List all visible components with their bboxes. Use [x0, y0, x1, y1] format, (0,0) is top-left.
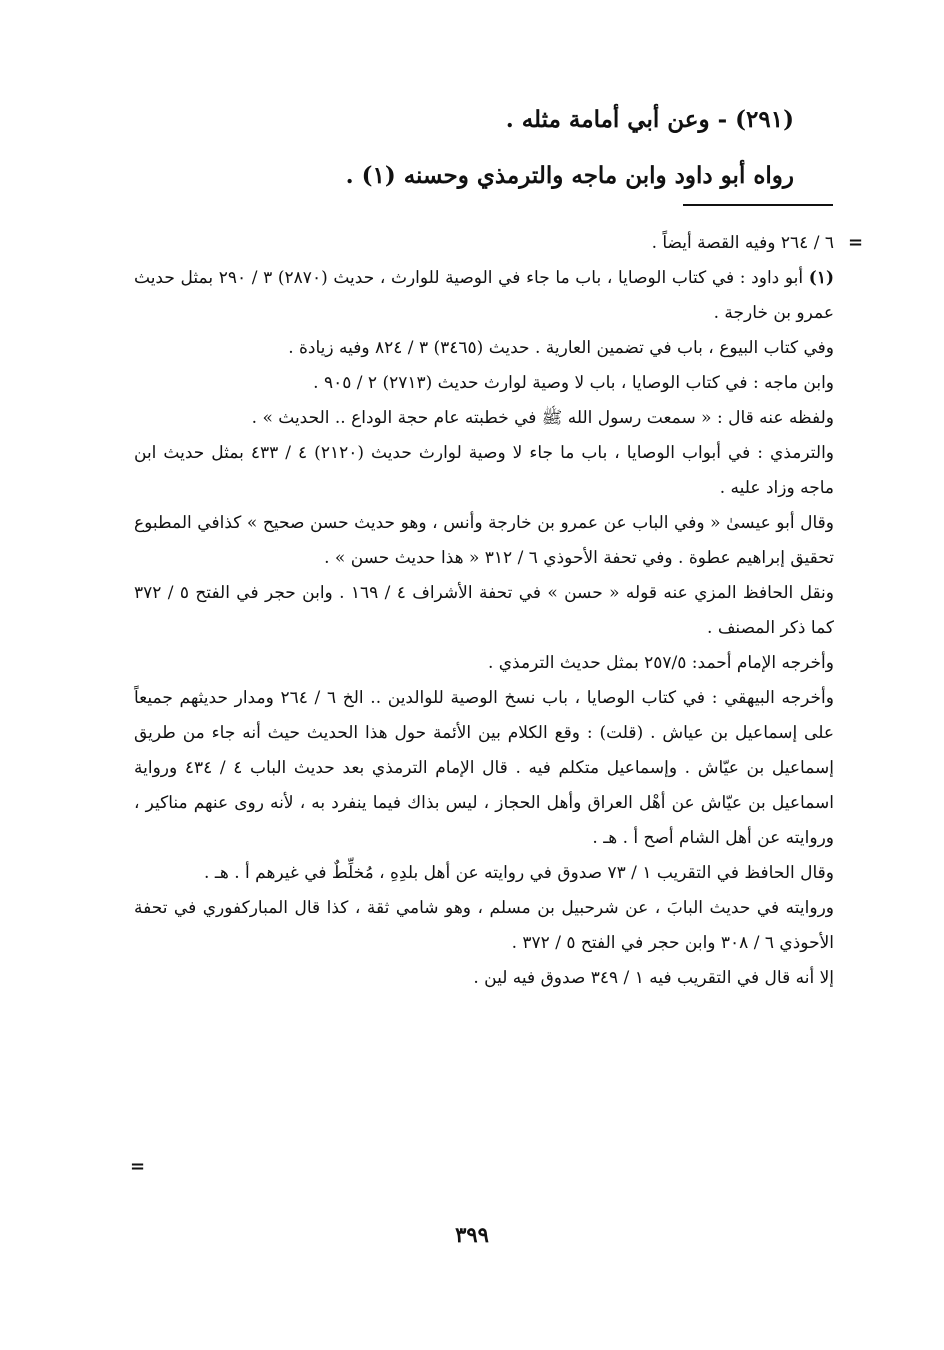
footnote-paragraph: ولفظه عنه قال : « سمعت رسول الله ﷺ في خطبته عام حجة الوداع .. الحديث » . [251, 408, 834, 428]
footnote-paragraph: وقال الحافظ في التقريب ١ / ٧٣ صدوق في روايته عن أهل بلدِهِ ، مُخلِّطٌ في غيرهم أ . هـ . [204, 863, 834, 883]
continuation-marker-bottom: = [130, 1156, 146, 1177]
continuation-marker-top: = [848, 232, 864, 253]
narration-text: رواه أبو داود وابن ماجه والترمذي وحسنه (١) . [345, 162, 794, 189]
footnote-paragraph: وروايته في حديث البابَ ، عن شرحبيل بن مسلم ، وهو شامي ثقة ، كذا قال المباركفوري في تحفة الأحوذي ٦ / ٣٠٨ وابن حجر في الفتح ٥ / ٣٧٢ . [134, 898, 834, 953]
hadith-text: (٢٩١) - وعن أبي أمامة مثله . [505, 106, 794, 133]
footnote-paragraph: والترمذي : في أبواب الوصايا ، باب ما جاء لا وصية لوارث حديث (٢١٢٠) ٤ / ٤٣٣ بمثل حديث ابن ماجه وزاد عليه . [134, 443, 835, 498]
footnote-paragraph: أبو داود : في كتاب الوصايا ، باب ما جاء في الوصية للوارث ، حديث (٢٨٧٠) ٣ / ٢٩٠ بمثل حديث عمرو بن خارجة . [134, 268, 834, 323]
footnote-paragraph: إلا أنه قال في التقريب فيه ١ / ٣٤٩ صدوق فيه لين . [473, 968, 834, 988]
footnote-paragraph: ونقل الحافظ المزي عنه قوله « حسن » في تحفة الأشراف ٤ / ١٦٩ . وابن حجر في الفتح ٥ / ٣٧٢ كما ذكر المصنف . [134, 583, 834, 638]
footnote-paragraph: وابن ماجه : في كتاب الوصايا ، باب لا وصية لوارث حديث (٢٧١٣) ٢ / ٩٠٥ . [313, 373, 834, 393]
footnote-paragraph: وفي كتاب البيوع ، باب في تضمين العارية . حديث (٣٤٦٥) ٣ / ٨٢٤ وفيه زيادة . [288, 338, 834, 358]
page-number: ٣٩٩ [455, 1222, 489, 1247]
footnote-1 [134, 261, 834, 331]
footnotes [134, 226, 834, 996]
footnote-separator [683, 204, 833, 206]
footnote-number: (١) [808, 268, 834, 288]
footnote-paragraph: وقال أبو عيسىٰ « وفي الباب عن عمرو بن خارجة وأنس ، وهو حديث حسن صحيح » كذافي المطبوع تحقيق إبراهيم عطوة . وفي تحفة الأحوذي ٦ / ٣١٢ « هذا حديث حسن » . [134, 513, 834, 568]
main-text [174, 92, 794, 204]
footnote-paragraph: وأخرجه البيهقي : في كتاب الوصايا ، باب نسخ الوصية للوالدين .. الخ ٦ / ٢٦٤ ومدار حديثهم جميعاً على إسماعيل بن عياش . (قلت) : وقع الكلام بين الأئمة حول هذا الحديث حيث أنه جاء من طريق إسماعيل بن عيّاش . وإسماعيل متكلم فيه . قال الإمام الترمذي بعد حديث الباب ٤ / ٤٣٤ ورواية اسماعيل بن عيّاش عن أهْل العراق وأهل الحجاز ، ليس بذاك فيما ينفرد به ، لأنه روى عنهم مناكير ، وروايته عن أهل الشام أصح أ . هـ . [134, 688, 834, 848]
footnote-paragraph: وأخرجه الإمام أحمد: ٢٥٧/٥ بمثل حديث الترمذي . [487, 653, 834, 673]
footnote-carryover: ٦ / ٢٦٤ وفيه القصة أيضاً . [651, 233, 834, 253]
